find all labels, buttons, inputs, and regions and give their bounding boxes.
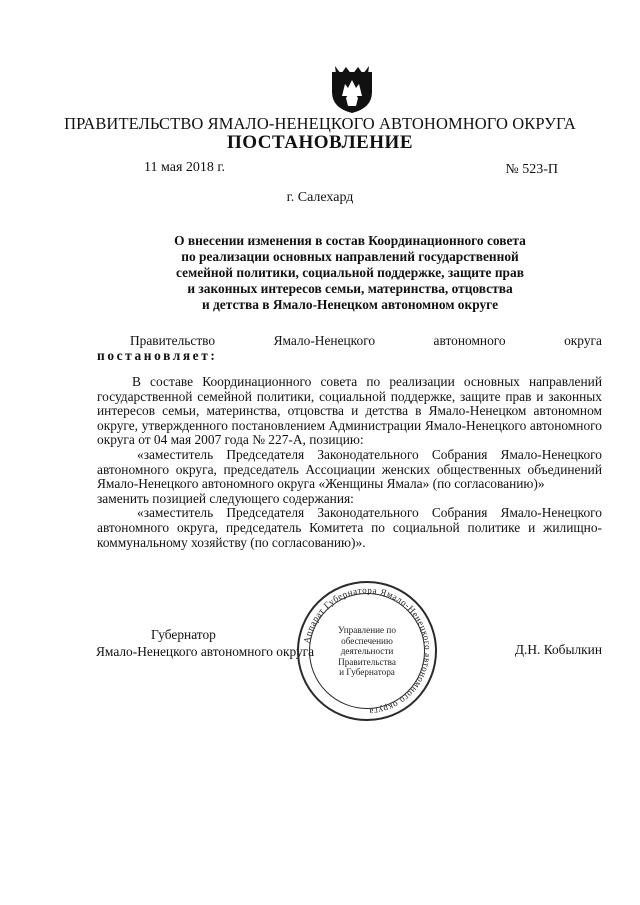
signatory-title-line: Ямало-Ненецкого автономного округа <box>96 644 315 659</box>
document-number: № 523-П <box>505 162 558 177</box>
heading-line: О внесении изменения в состав Координационного совета <box>174 233 526 248</box>
stamp-line: деятельности <box>340 646 394 656</box>
preamble-word: Ямало-Ненецкого <box>273 333 376 348</box>
coat-of-arms-icon <box>328 62 376 114</box>
resolves-word: постановляет: <box>97 348 218 363</box>
body-paragraph: «заместитель Председателя Законодательного Собрания Ямало-Ненецкого автономного округа, председатель Ассоциации женских общественных объединений Ямало-Ненецкого автономного округа «Женщины Ямала» (по согласованию)» <box>97 446 602 492</box>
body-paragraph: заменить позицией следующего содержания: <box>97 490 354 506</box>
body-paragraph: В составе Координационного совета по реализации основных направлений государственной семейной политики, социальной поддержке, защите прав и законных интересов семьи, материнства, отцовства и детства в Ямало-Ненецком автономном округе, утвержденного постановлением Администрации Ямало-Ненецкого автономного округа от 04 мая 2007 года № 227-А, позицию: <box>97 374 602 448</box>
stamp-line: обеспечению <box>341 635 393 646</box>
heading-line: по реализации основных направлений государственной <box>181 249 519 264</box>
preamble <box>130 333 602 349</box>
stamp-ring-label: Аппарат Губернатора Ямало-Ненецкого автономного округа <box>301 584 434 718</box>
document-heading <box>150 233 550 313</box>
preamble-word: автономного <box>433 333 506 348</box>
document-type: ПОСТАНОВЛЕНИЕ <box>226 132 414 153</box>
stamp-line: Правительства <box>338 656 396 667</box>
heading-line: семейной политики, социальной поддержке, защите прав <box>176 265 524 280</box>
document-body <box>97 375 602 550</box>
heading-line: и законных интересов семьи, материнства, отцовства <box>187 281 513 296</box>
signatory-title-line: Губернатор <box>151 627 216 642</box>
body-paragraph: «заместитель Председателя Законодательного Собрания Ямало-Ненецкого автономного округа, председатель Комитета по социальной политике и жилищно-коммунальному хозяйству (по согласованию)». <box>97 505 602 550</box>
signatory-name: Д.Н. Кобылкин <box>514 642 602 657</box>
heading-line: и детства в Ямало-Ненецком автономном округе <box>201 297 499 312</box>
document-date: 11 мая 2018 г. <box>144 160 226 175</box>
document-city: г. Салехард <box>286 190 354 205</box>
preamble-word: округа <box>564 333 602 348</box>
signatory-title <box>96 626 314 660</box>
preamble-word: Правительство <box>130 333 216 348</box>
stamp-line: и Губернатора <box>339 667 395 677</box>
official-stamp <box>297 581 437 721</box>
government-title: ПРАВИТЕЛЬСТВО ЯМАЛО-НЕНЕЦКОГО АВТОНОМНОГО ОКРУГА <box>64 114 576 133</box>
stamp-center-text <box>319 625 415 678</box>
stamp-line: Управление по <box>338 625 396 635</box>
